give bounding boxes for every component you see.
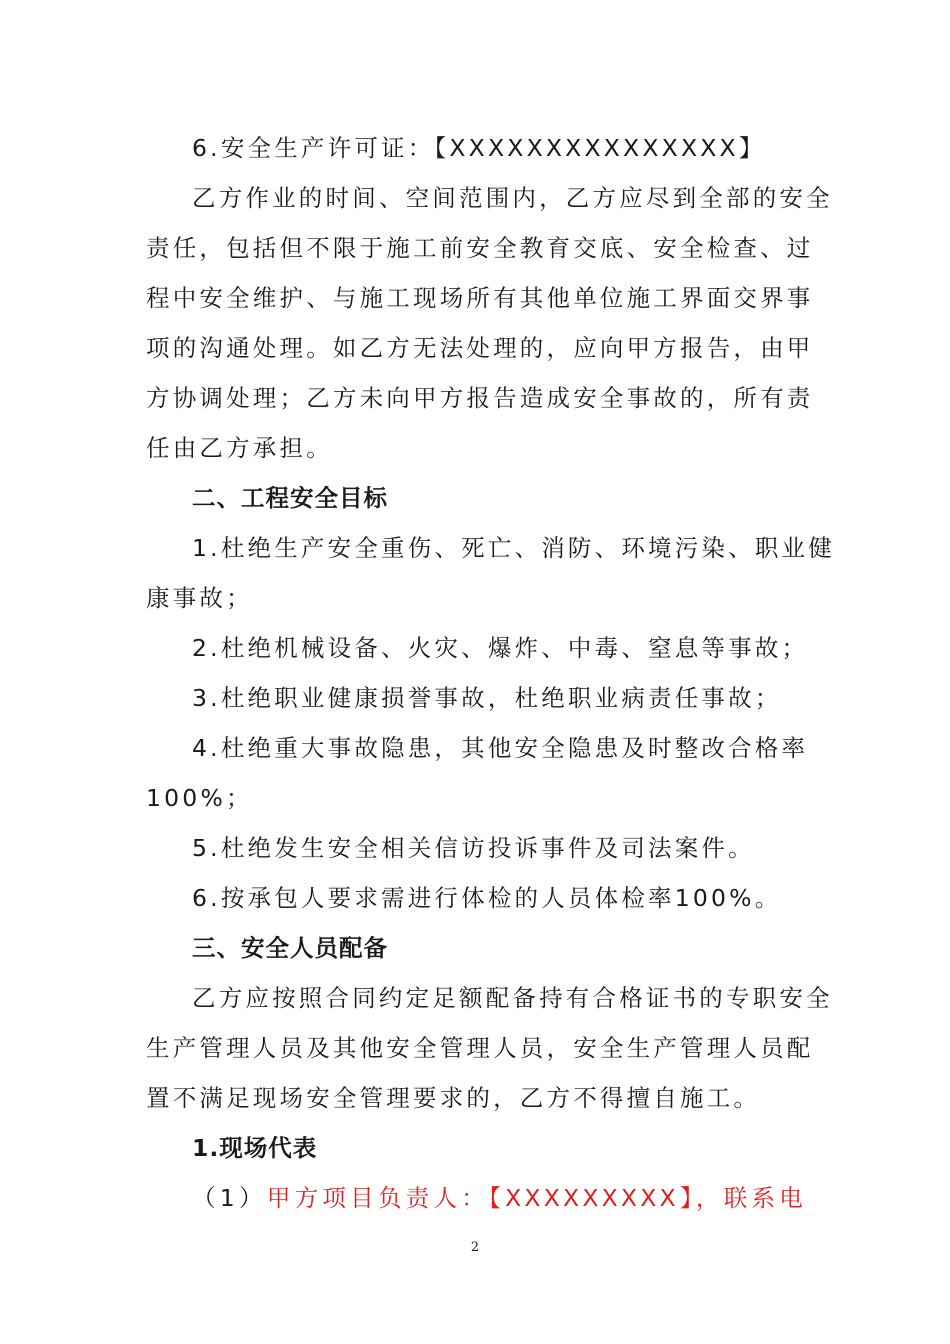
goal-item-line: 6.按承包人要求需进行体检的人员体检率100%。 (192, 884, 782, 912)
paragraph-line: 方协调处理；乙方未向甲方报告造成安全事故的，所有责 (146, 384, 814, 412)
section-heading-safety-goals: 二、工程安全目标 (192, 484, 388, 512)
paragraph-line: 任由乙方承担。 (146, 434, 333, 462)
paragraph-line: 置不满足现场安全管理要求的，乙方不得擅自施工。 (146, 1084, 761, 1112)
page-number: 2 (470, 1240, 480, 1255)
safety-license-line: 6.安全生产许可证：【XXXXXXXXXXXXXXX】 (192, 134, 766, 162)
party-a-project-lead-line (192, 1183, 806, 1213)
item-number: （1） (192, 1184, 267, 1212)
section-heading-safety-staffing: 三、安全人员配备 (192, 934, 388, 962)
goal-item-line: 2.杜绝机械设备、火灾、爆炸、中毒、窒息等事故； (192, 634, 809, 662)
paragraph-line: 乙方作业的时间、空间范围内，乙方应尽到全部的安全 (192, 184, 833, 212)
goal-item-line: 1.杜绝生产安全重伤、死亡、消防、环境污染、职业健 (192, 534, 835, 562)
goal-item-line: 5.杜绝发生安全相关信访投诉事件及司法案件。 (192, 834, 755, 862)
goal-item-line: 3.杜绝职业健康损誉事故，杜绝职业病责任事故； (192, 684, 782, 712)
subsection-heading-site-representative: 1.现场代表 (192, 1134, 318, 1162)
goal-item-line: 100%； (146, 784, 253, 812)
paragraph-line: 程中安全维护、与施工现场所有其他单位施工界面交界事 (146, 284, 814, 312)
paragraph-line: 乙方应按照合同约定足额配备持有合格证书的专职安全 (192, 984, 833, 1012)
goal-item-line: 康事故； (146, 584, 253, 612)
paragraph-line: 生产管理人员及其他安全管理人员，安全生产管理人员配 (146, 1034, 814, 1062)
paragraph-line: 责任，包括但不限于施工前安全教育交底、安全检查、过 (146, 234, 814, 262)
paragraph-line: 项的沟通处理。如乙方无法处理的，应向甲方报告，由甲 (146, 334, 814, 362)
goal-item-line: 4.杜绝重大事故隐患，其他安全隐患及时整改合格率 (192, 734, 809, 762)
party-a-project-lead-text: 甲方项目负责人：【XXXXXXXXX】，联系电 (266, 1184, 806, 1212)
